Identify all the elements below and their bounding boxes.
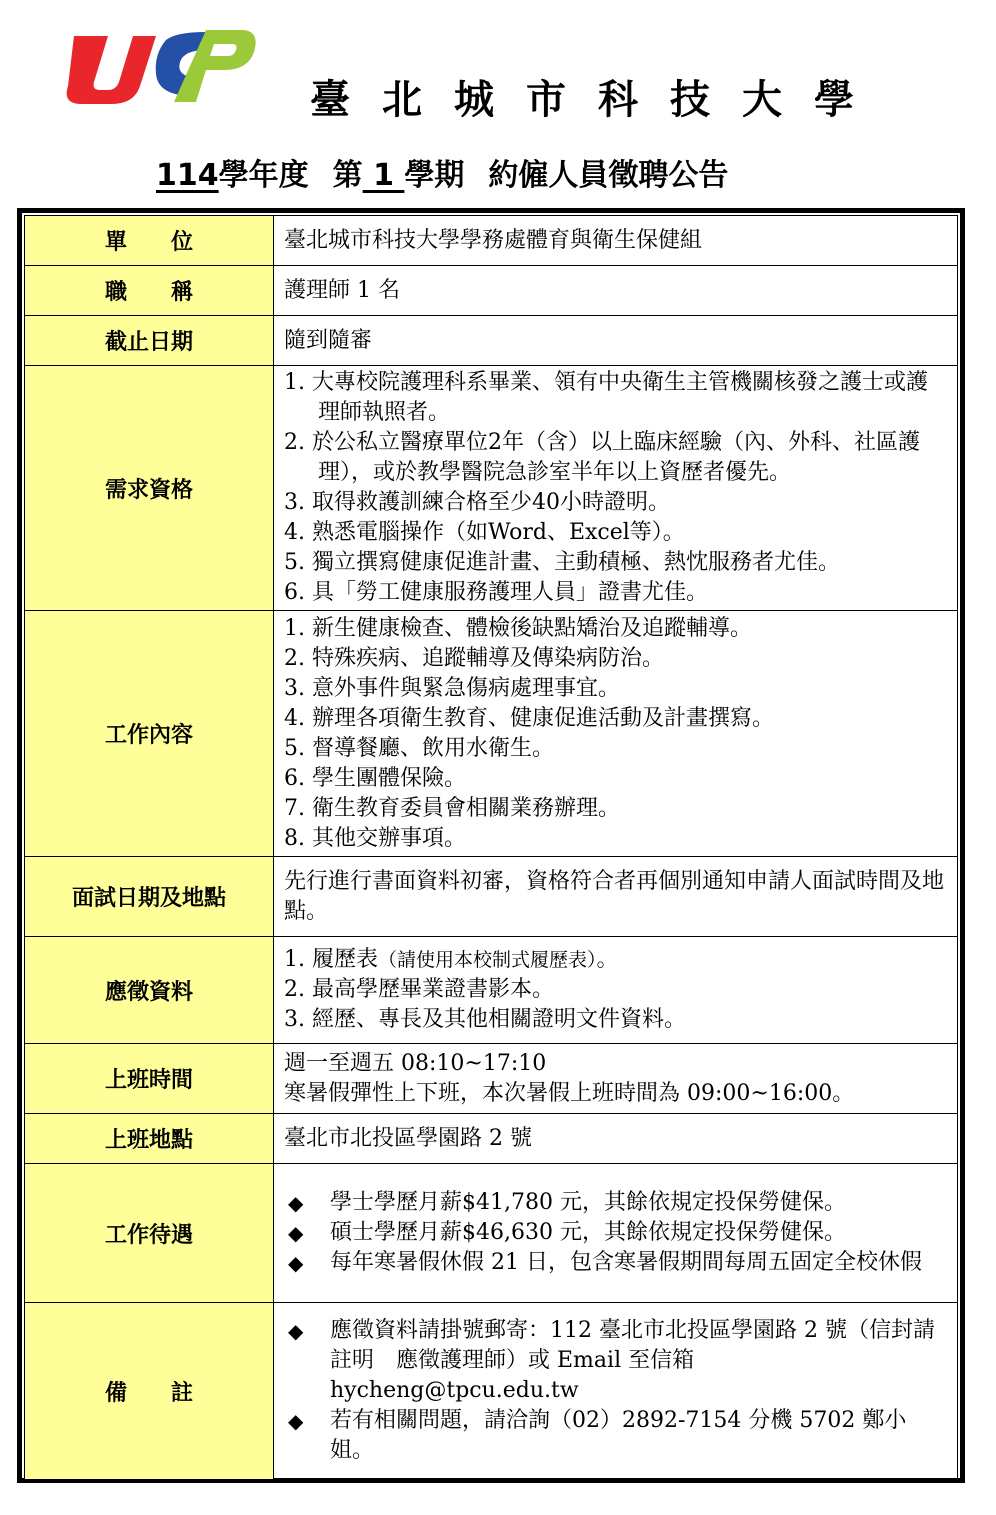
list-item: 2. 於公私立醫療單位2年（含）以上臨床經驗（內、外科、社區護理），或於教學醫院急診室半年以上資歷者優先。 bbox=[284, 430, 920, 485]
school-name: 臺北城市科技大學 bbox=[310, 76, 886, 123]
list-item: 6. 具「勞工健康服務護理人員」證書尤佳。 bbox=[284, 580, 708, 605]
semester-number: 1 bbox=[373, 158, 394, 193]
list-item: 2. 特殊疾病、追蹤輔導及傳染病防治。 bbox=[284, 645, 664, 671]
list-item: 4. 熟悉電腦操作（如Word、Excel等）。 bbox=[284, 520, 685, 545]
list-item: 1. 履歷表（請使用本校制式履歷表）。 bbox=[284, 947, 619, 972]
label-documents: 應徵資料 bbox=[25, 937, 274, 1044]
label-unit: 單 位 bbox=[25, 216, 274, 266]
list-item: ◆ 若有相關問題，請洽詢（02）2892-7154 分機 5702 鄭小姐。 bbox=[288, 1408, 907, 1463]
value-interview: 先行進行書面資料初審，資格符合者再個別通知申請人面試時間及地點。 bbox=[274, 857, 958, 937]
list-item: 3. 經歷、專長及其他相關證明文件資料。 bbox=[284, 1007, 686, 1032]
list-item: 3. 取得救護訓練合格至少40小時證明。 bbox=[284, 490, 670, 515]
label-remarks: 備 註 bbox=[25, 1303, 274, 1480]
list-item: 8. 其他交辦事項。 bbox=[284, 825, 466, 851]
recruitment-table bbox=[24, 215, 958, 1480]
row-title bbox=[25, 266, 958, 316]
value-location: 臺北市北投區學園路 2 號 bbox=[274, 1114, 958, 1164]
hours-line: 寒暑假彈性上下班，本次暑假上班時間為 09:00~16:00。 bbox=[284, 1080, 855, 1106]
list-item: 4. 辦理各項衛生教育、健康促進活動及計畫撰寫。 bbox=[284, 705, 774, 731]
hours-line: 週一至週五 08:10~17:10 bbox=[284, 1050, 547, 1076]
label-hours: 上班時間 bbox=[25, 1044, 274, 1114]
diamond-bullet-icon: ◆ bbox=[288, 1251, 304, 1275]
row-qualifications bbox=[25, 366, 958, 611]
row-interview bbox=[25, 857, 958, 937]
label-location: 上班地點 bbox=[25, 1114, 274, 1164]
value-unit: 臺北城市科技大學學務處體育與衛生保健組 bbox=[274, 216, 958, 266]
value-remarks bbox=[274, 1303, 958, 1480]
row-unit bbox=[25, 216, 958, 266]
label-duties: 工作內容 bbox=[25, 611, 274, 857]
row-documents bbox=[25, 937, 958, 1044]
value-documents bbox=[274, 937, 958, 1044]
semester-suffix: 學期 bbox=[404, 158, 465, 193]
row-remarks bbox=[25, 1303, 958, 1480]
list-item: 5. 督導餐廳、飲用水衛生。 bbox=[284, 735, 554, 761]
label-qualifications: 需求資格 bbox=[25, 366, 274, 611]
row-hours bbox=[25, 1044, 958, 1114]
academic-year: 114 bbox=[156, 158, 219, 193]
row-duties bbox=[25, 611, 958, 857]
value-hours bbox=[274, 1044, 958, 1114]
row-benefits bbox=[25, 1164, 958, 1303]
list-item: 1. 大專校院護理科系畢業、領有中央衛生主管機關核發之護士或護理師執照者。 bbox=[284, 370, 928, 425]
list-item: 2. 最高學歷畢業證書影本。 bbox=[284, 977, 554, 1002]
label-interview: 面試日期及地點 bbox=[25, 857, 274, 937]
notice-type: 約僱人員徵聘公告 bbox=[488, 158, 729, 193]
value-title: 護理師 1 名 bbox=[274, 266, 958, 316]
list-item: 7. 衛生教育委員會相關業務辦理。 bbox=[284, 795, 620, 821]
year-suffix: 學年度 bbox=[218, 158, 309, 193]
list-item: 5. 獨立撰寫健康促進計畫、主動積極、熱忱服務者尤佳。 bbox=[284, 550, 840, 575]
list-item: 1. 新生健康檢查、體檢後缺點矯治及追蹤輔導。 bbox=[284, 615, 752, 641]
university-logo bbox=[56, 26, 256, 106]
diamond-bullet-icon: ◆ bbox=[288, 1221, 304, 1245]
diamond-bullet-icon: ◆ bbox=[288, 1191, 304, 1215]
value-duties bbox=[274, 611, 958, 857]
value-qualifications bbox=[274, 366, 958, 611]
row-deadline bbox=[25, 316, 958, 366]
label-benefits: 工作待遇 bbox=[25, 1164, 274, 1303]
value-deadline: 隨到隨審 bbox=[274, 316, 958, 366]
semester-prefix: 第 bbox=[332, 158, 363, 193]
diamond-bullet-icon: ◆ bbox=[288, 1319, 304, 1343]
announcement-title bbox=[156, 150, 728, 194]
row-location bbox=[25, 1114, 958, 1164]
label-deadline: 截止日期 bbox=[25, 316, 274, 366]
list-item: 3. 意外事件與緊急傷病處理事宜。 bbox=[284, 675, 620, 701]
value-benefits bbox=[274, 1164, 958, 1303]
resume-note: （請使用本校制式履歷表） bbox=[377, 949, 597, 971]
list-item: ◆ 學士學歷月薪$41,780 元，其餘依規定投保勞健保。 bbox=[284, 1188, 947, 1218]
list-item: ◆ 應徵資料請掛號郵寄：112 臺北市北投區學園路 2 號（信封請註明 應徵護理師）或 Email 至信箱 hycheng@tpcu.edu.tw bbox=[288, 1318, 935, 1403]
list-item: 6. 學生團體保險。 bbox=[284, 765, 466, 791]
list-item: ◆ 碩士學歷月薪$46,630 元，其餘依規定投保勞健保。 bbox=[284, 1218, 947, 1248]
label-title: 職 稱 bbox=[25, 266, 274, 316]
list-item: ◆ 每年寒暑假休假 21 日，包含寒暑假期間每周五固定全校休假 bbox=[284, 1248, 947, 1278]
diamond-bullet-icon: ◆ bbox=[288, 1409, 304, 1433]
